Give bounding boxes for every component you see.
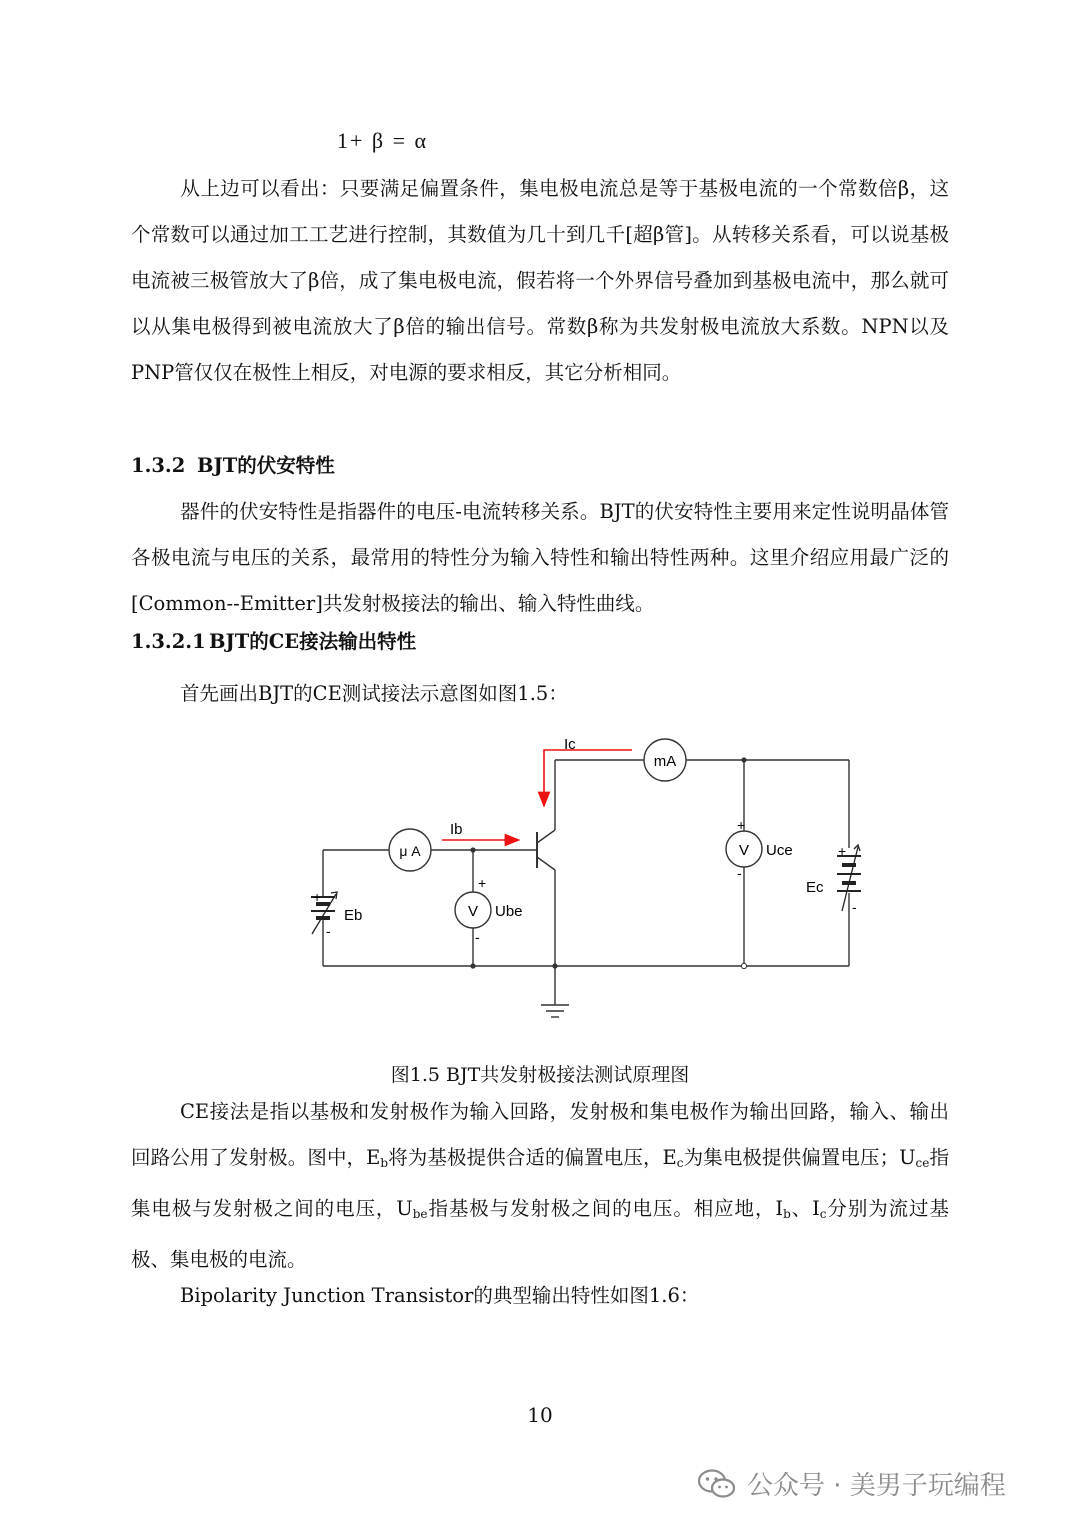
ua-label: μ A [399, 843, 421, 859]
paragraph-beta [131, 166, 949, 396]
paragraph-output-intro: Bipolarity Junction Transistor的典型输出特性如图1.6： [180, 1284, 700, 1307]
ce-test-circuit-diagram [300, 728, 880, 1028]
ic-arrow [544, 750, 632, 806]
formula: 1+ β = α [337, 128, 429, 153]
ec-symbol: $E_c$ [662, 1146, 684, 1170]
section-title: BJT的伏安特性 [197, 454, 335, 477]
page-number: 10 [527, 1403, 553, 1427]
section-number: 1.3.2.1 [131, 630, 206, 653]
transistor-collector [537, 830, 555, 843]
ec-label: Ec [806, 879, 824, 896]
section-heading-1-3-2 [131, 450, 335, 478]
ic-label: Ic [564, 736, 576, 753]
plus-sign: + [838, 843, 847, 859]
paragraph-ce-explanation: CE接法是指以基极和发射极作为输入回路，发射极和集电极作为输出回路，输入、输出回路公用了发射极。图中，$E_b$将为基极提供合适的偏置电压，$E_c$为集电极提供偏置电压；$U_{ce}$指集电极与发射极之间的电压，$U_{be}$指基极与发射极之间的电压。相应地，$I_b$、$I_c$分别为流过基极、集电极的电流。 [131, 1100, 949, 1271]
plus-sign: + [313, 889, 322, 905]
ube-symbol: $U_{be}$ [396, 1197, 428, 1221]
minus-sign: - [737, 865, 742, 881]
paragraph-beta-text: 从上边可以看出：只要满足偏置条件，集电极电流总是等于基极电流的一个常数倍β，这个常数可以通过加工工艺进行控制，其数值为几十到几千[超β管]。从转移关系看，可以说基极电流被三极管放大了β倍，成了集电极电流，假若将一个外界信号叠加到基极电流中，那么就可以从集电极得到被电流放大了β倍的输出信号。常数β称为共发射极电流放大系数。NPN以及PNP管仅仅在极性上相反，对电源的要求相反，其它分析相同。 [131, 177, 949, 384]
figure-caption: 图1.5 BJT共发射极接法测试原理图 [390, 1064, 690, 1086]
transistor-emitter [537, 857, 555, 870]
ma-label: mA [653, 753, 677, 770]
v-label-uce: V [738, 842, 750, 859]
section-number: 1.3.2 [131, 454, 186, 477]
watermark [697, 1465, 1006, 1502]
eb-label: Eb [344, 907, 363, 924]
eb-symbol: $E_b$ [366, 1146, 389, 1170]
plus-sign: + [737, 817, 746, 833]
ib-symbol: $I_b$ [775, 1197, 791, 1221]
plus-sign: + [478, 875, 487, 891]
watermark-text: 公众号 · 美男子玩编程 [747, 1471, 1006, 1501]
ube-label: Ube [495, 903, 523, 920]
section-title: BJT的CE接法输出特性 [209, 630, 417, 653]
section-heading-1-3-2-1 [131, 626, 416, 654]
uce-symbol: $U_{ce}$ [899, 1146, 930, 1170]
paragraph-vi-text: 器件的伏安特性是指器件的电压-电流转移关系。BJT的伏安特性主要用来定性说明晶体管各极电流与电压的关系，最常用的特性分为输入特性和输出特性两种。这里介绍应用最广泛的[Common--Emitter]共发射极接法的输出、输入特性曲线。 [131, 500, 949, 615]
ib-label: Ib [450, 821, 463, 838]
wechat-icon [697, 1468, 737, 1500]
minus-sign: - [475, 929, 480, 945]
v-label-ube: V [467, 903, 479, 920]
uce-label: Uce [766, 842, 793, 859]
paragraph-vi-characteristics [131, 489, 949, 627]
paragraph-figure-intro: 首先画出BJT的CE测试接法示意图如图1.5： [180, 682, 568, 705]
minus-sign: - [326, 923, 331, 939]
minus-sign: - [852, 899, 857, 915]
ic-symbol: $I_c$ [812, 1197, 827, 1221]
